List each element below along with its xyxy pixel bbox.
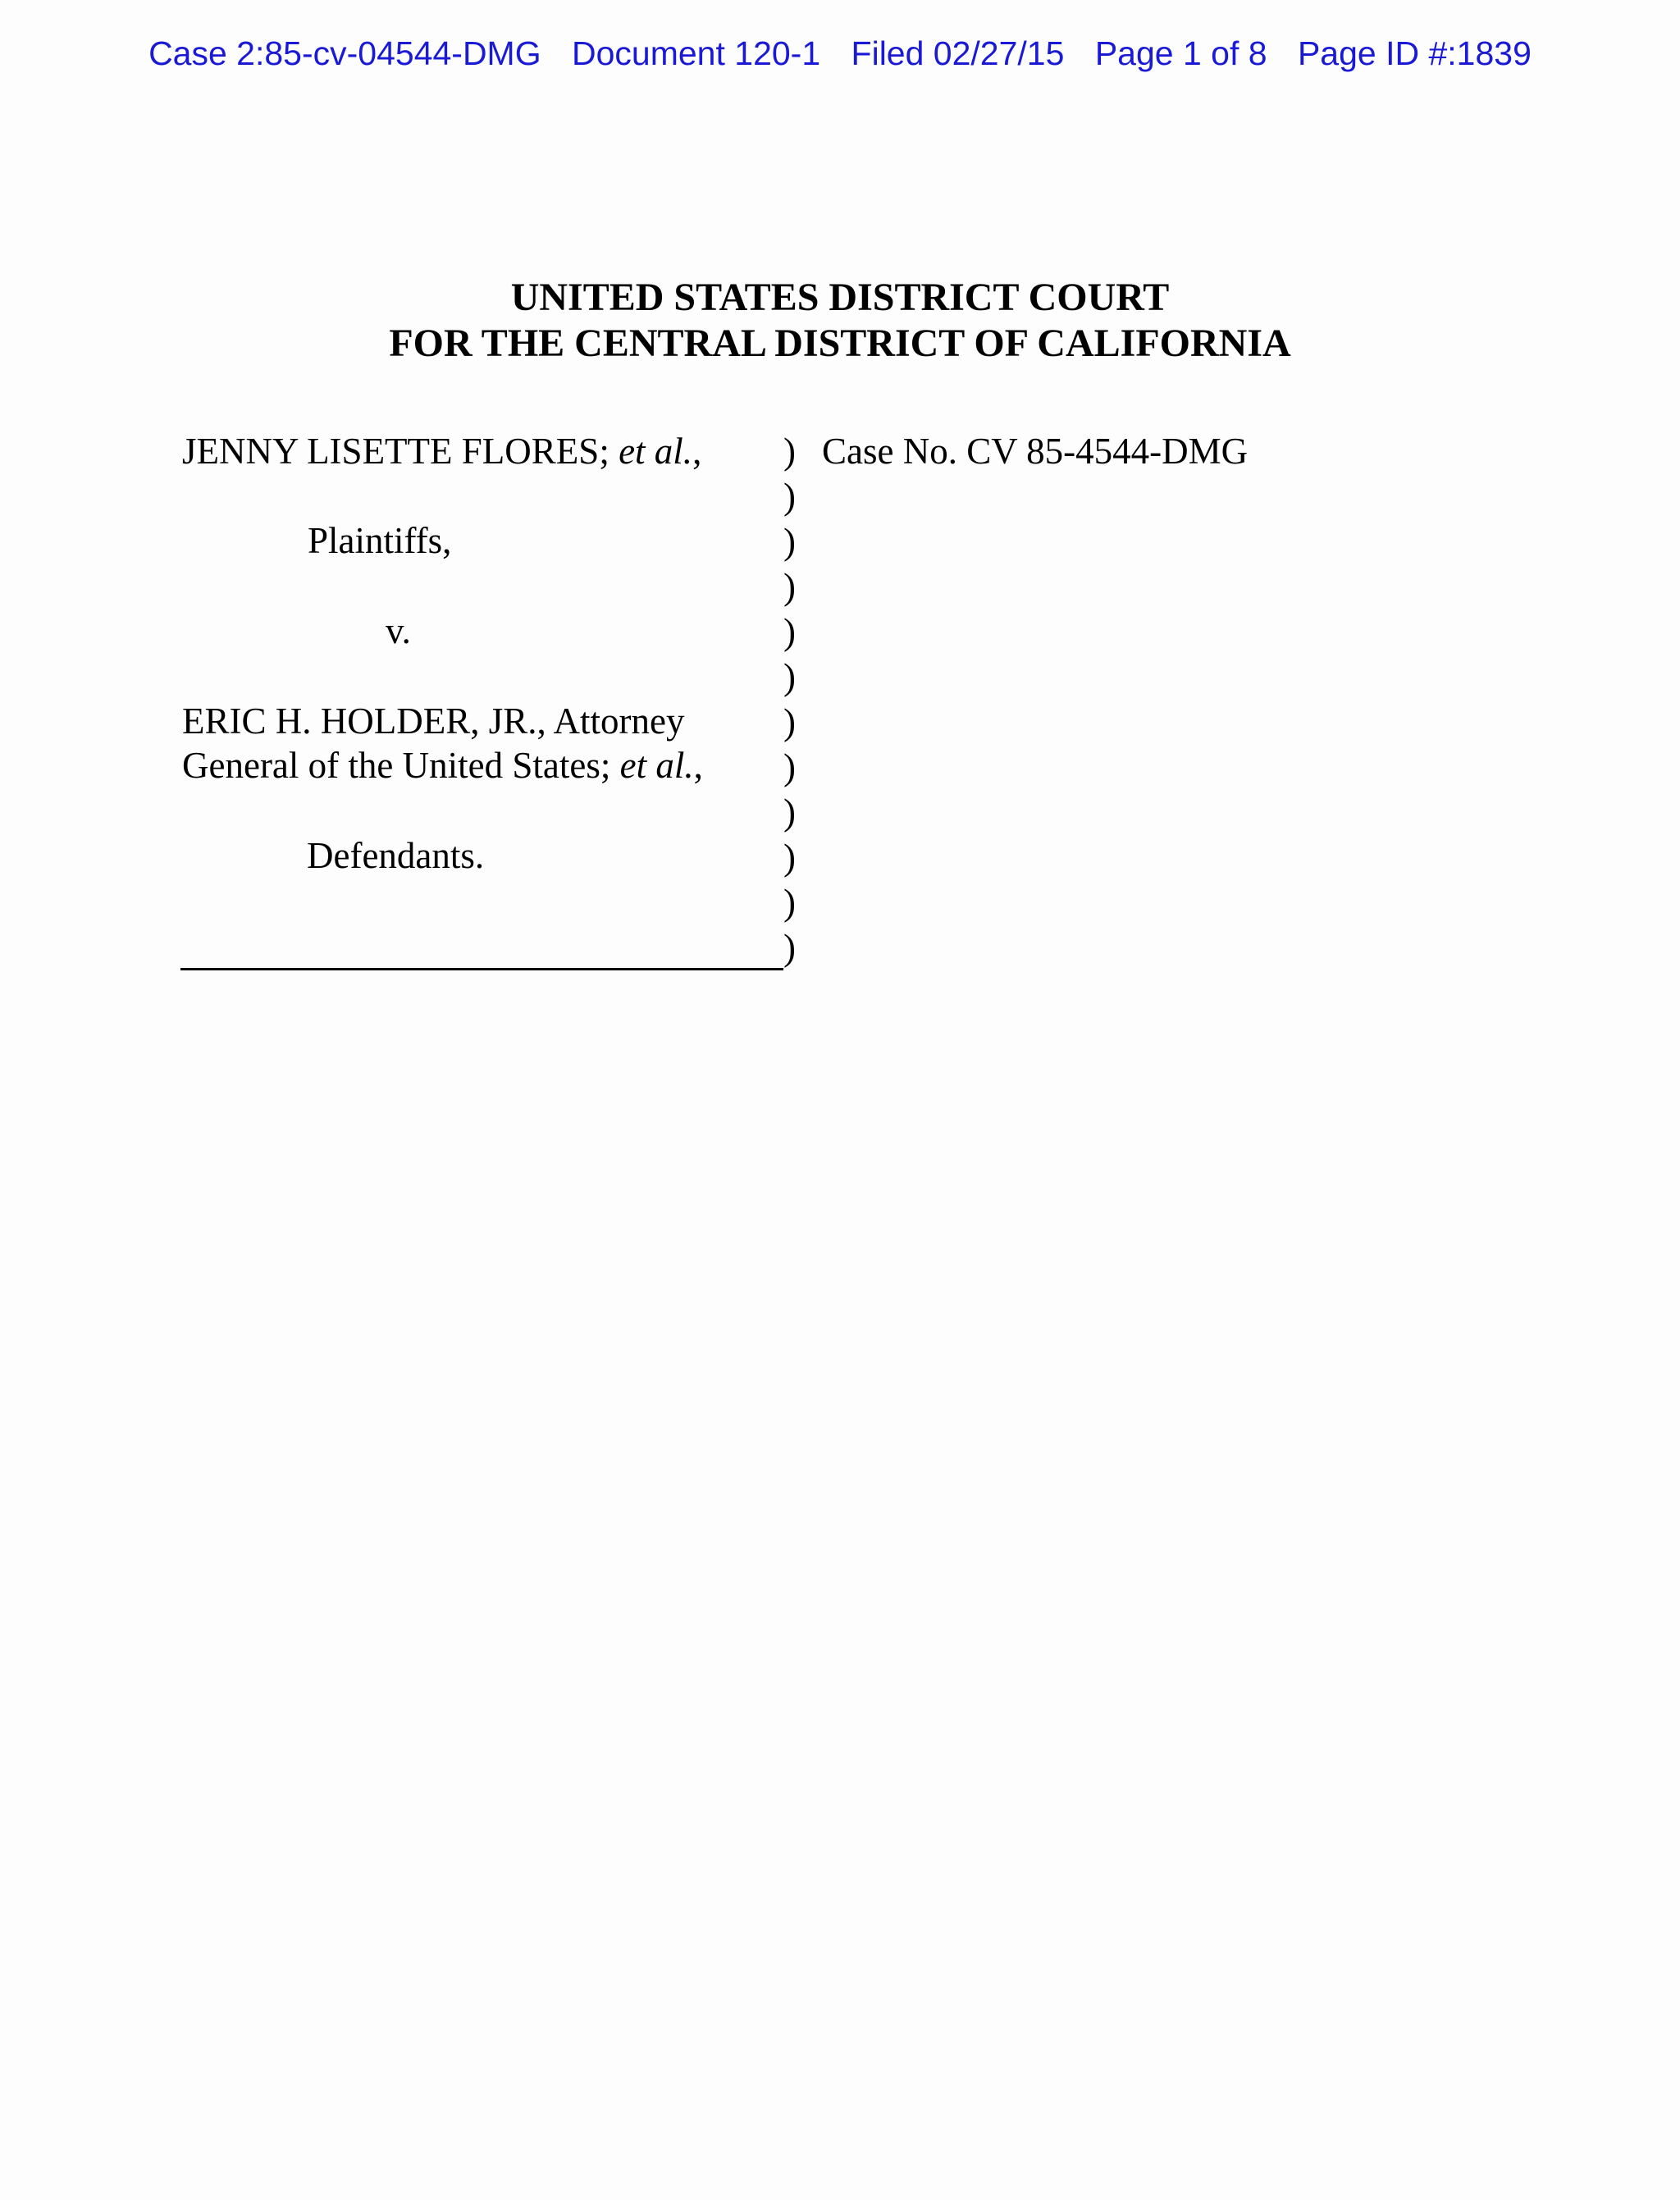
caption-paren: ) — [783, 476, 796, 517]
header-filed-date: Filed 02/27/15 — [851, 34, 1065, 72]
caption-paren: ) — [783, 882, 796, 923]
caption-paren: ) — [783, 927, 796, 968]
plaintiff-et-al: et al. — [619, 431, 693, 472]
defendant-name-line-1: ERIC H. HOLDER, JR., Attorney — [182, 701, 685, 742]
caption-paren: ) — [783, 792, 796, 833]
caption-paren: ) — [783, 837, 796, 878]
defendants-label: Defendants. — [307, 835, 485, 876]
caption-paren: ) — [783, 431, 796, 472]
defendant-title: General of the United States; — [182, 745, 611, 786]
header-document-number: Document 120-1 — [572, 34, 821, 72]
caption-paren: ) — [783, 611, 796, 652]
court-title — [0, 275, 1680, 367]
plaintiff-comma: , — [692, 431, 702, 472]
plaintiff-name: JENNY LISETTE FLORES; — [182, 431, 609, 472]
case-number: Case No. CV 85-4544-DMG — [822, 431, 1249, 472]
court-title-line-2: FOR THE CENTRAL DISTRICT OF CALIFORNIA — [389, 322, 1291, 365]
caption-paren: ) — [783, 656, 796, 697]
defendant-comma: , — [693, 745, 703, 786]
plaintiffs-label: Plaintiffs, — [308, 520, 452, 561]
court-title-line-1: UNITED STATES DISTRICT COURT — [510, 276, 1170, 319]
defendant-name-line-2 — [182, 744, 703, 787]
header-page-count: Page 1 of 8 — [1094, 34, 1267, 72]
header-case-number: Case 2:85-cv-04544-DMG — [148, 34, 541, 72]
caption-paren: ) — [783, 521, 796, 562]
filing-header-stamp — [0, 34, 1680, 73]
defendant-et-al: et al. — [619, 745, 694, 786]
versus-label: v. — [386, 610, 411, 651]
plaintiff-name-line — [182, 430, 701, 472]
caption-underline — [180, 968, 783, 970]
caption-paren: ) — [783, 746, 796, 787]
caption-paren: ) — [783, 566, 796, 607]
caption-paren: ) — [783, 701, 796, 742]
header-page-id: Page ID #:1839 — [1297, 34, 1532, 72]
